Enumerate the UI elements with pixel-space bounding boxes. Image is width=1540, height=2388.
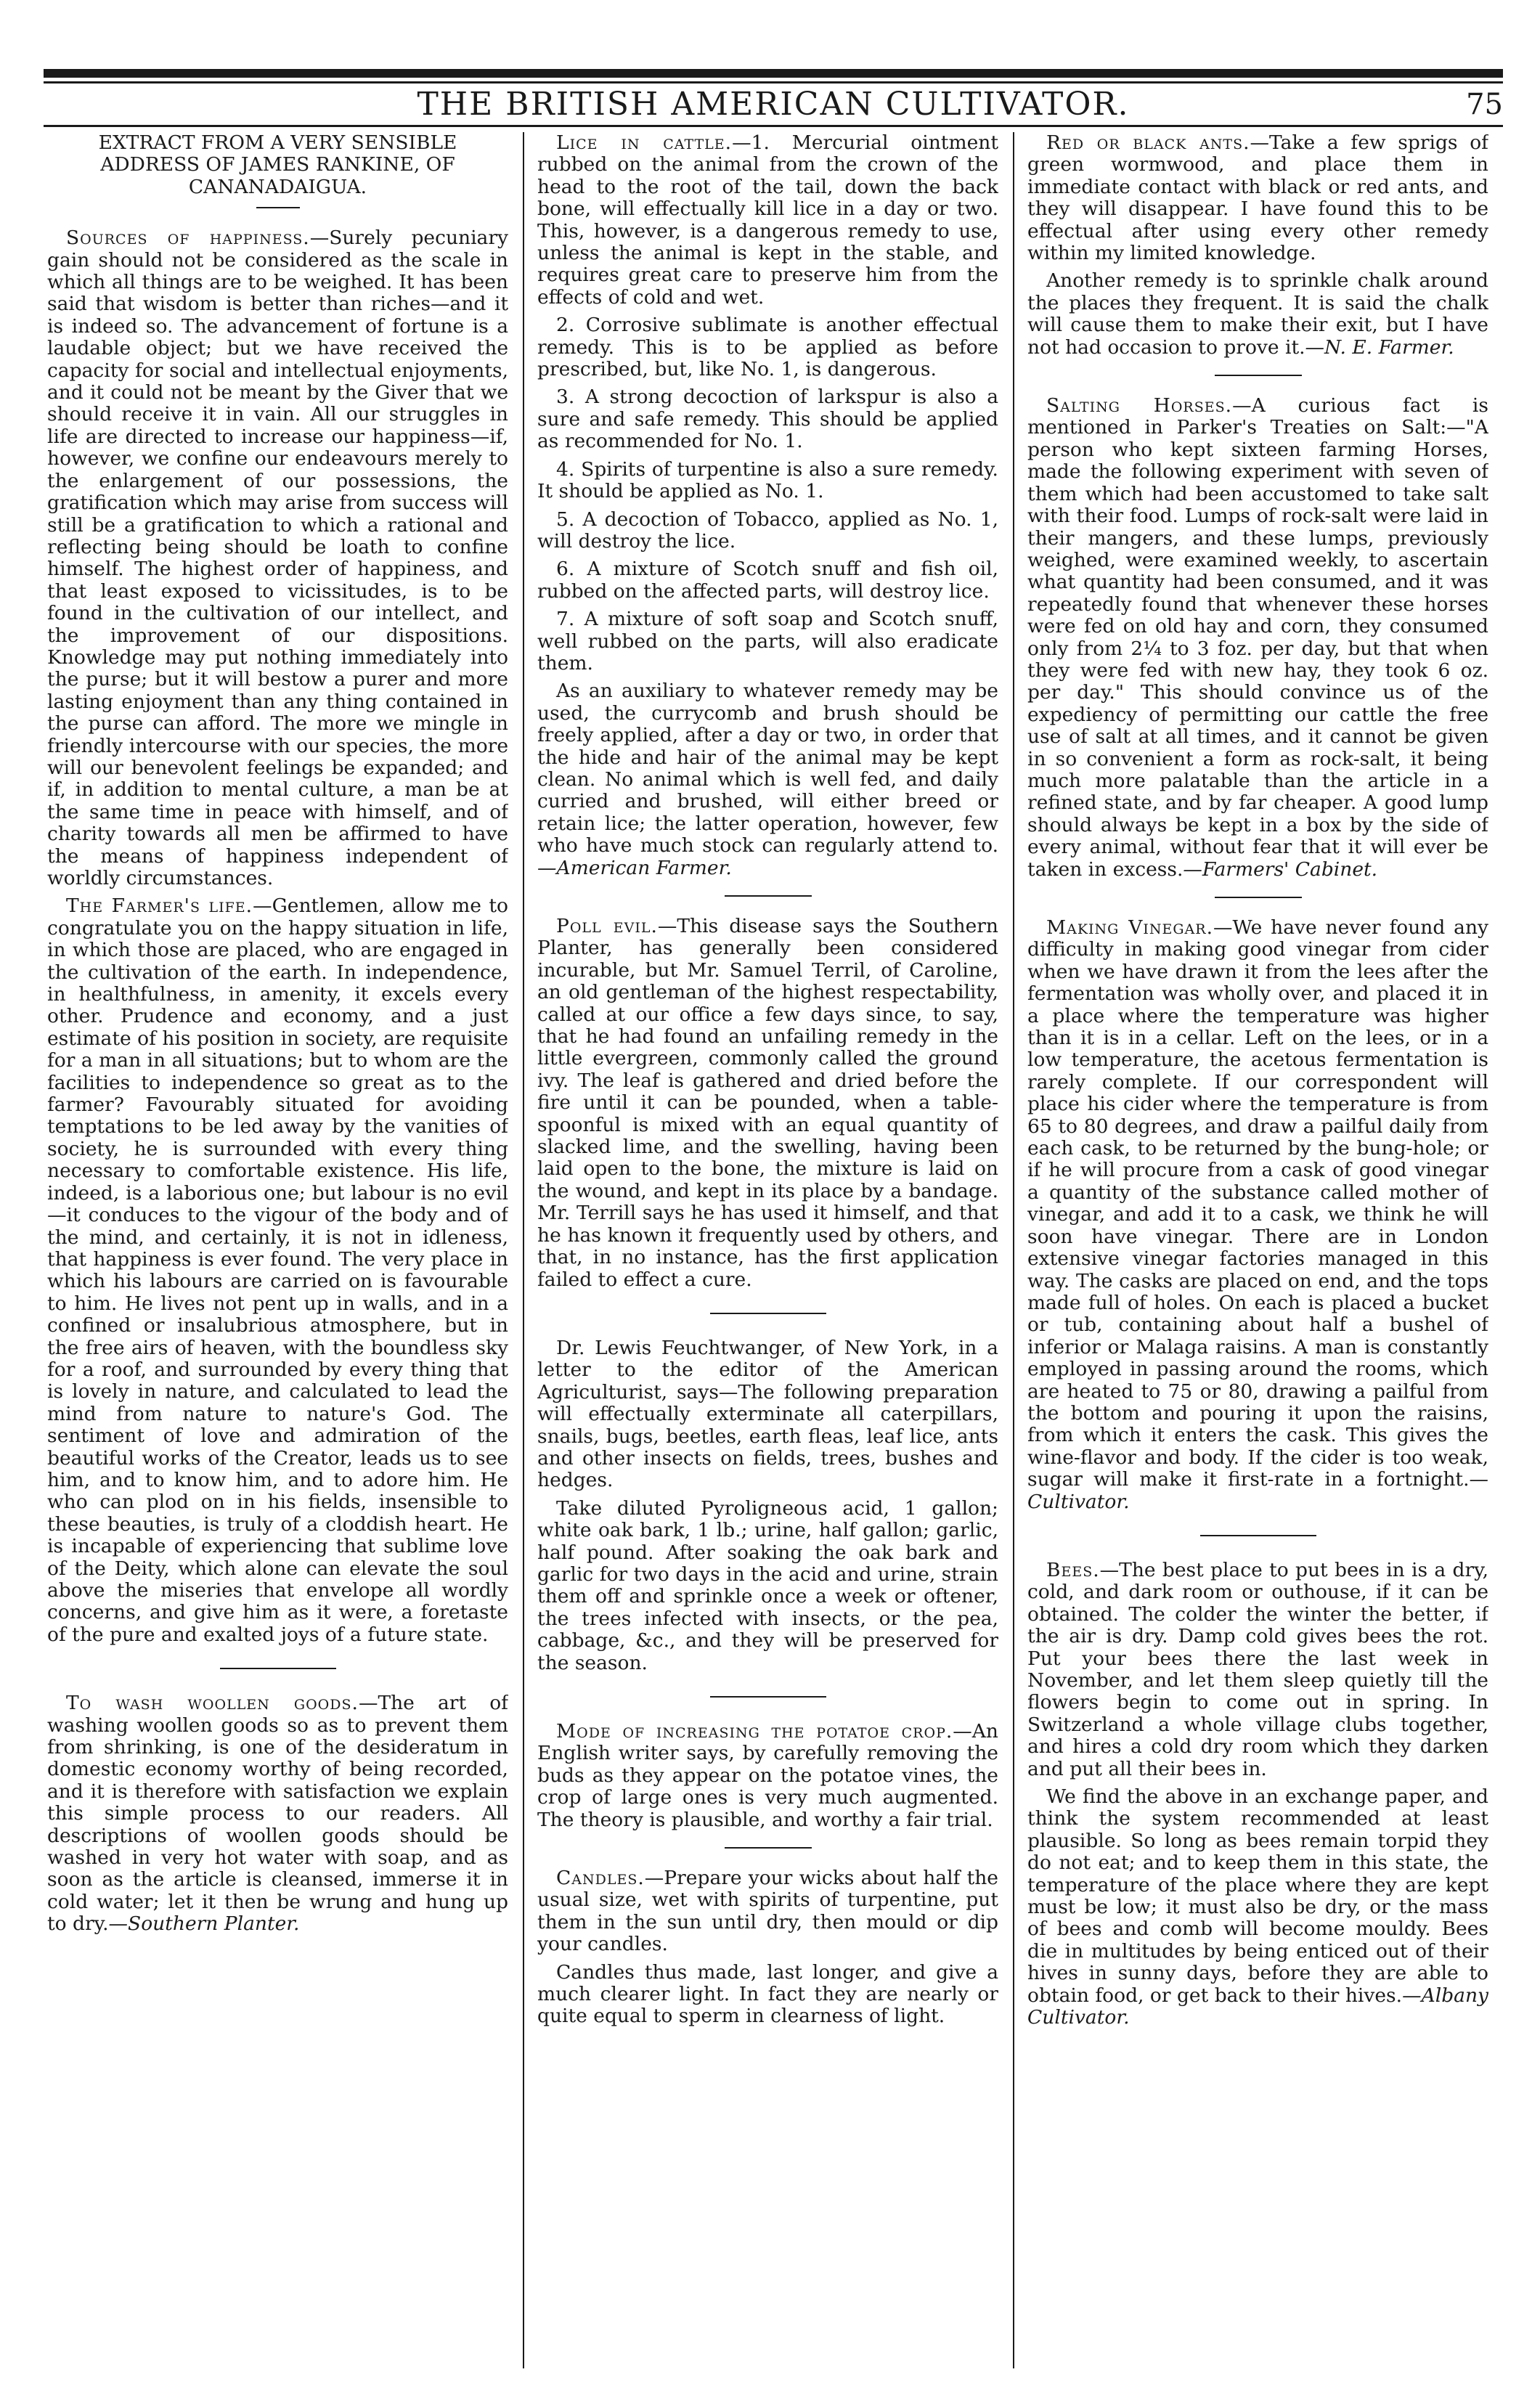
newspaper-title: THE BRITISH AMERICAN CULTIVATOR. bbox=[417, 86, 1130, 123]
article-wash-woollen bbox=[47, 1692, 508, 1935]
lice-remedy-5: 5. A decoction of Tobacco, applied as No. 1, will destroy the lice. bbox=[537, 508, 998, 553]
article-title-poll-evil: Poll evil. bbox=[556, 915, 658, 937]
article-title-happiness: Sources of happiness. bbox=[66, 227, 310, 250]
article-title-salting-horses: Salting Horses. bbox=[1046, 394, 1233, 417]
column-2 bbox=[537, 132, 998, 2368]
article-body-potato: —An English writer says, by carefully removing the buds as they appear on the potatoe vines, the crop of large ones is very much augmented. The theory is plausible, and worthy a fair trial. bbox=[537, 1720, 998, 1831]
lice-remedy-6: 6. A mixture of Scotch snuff and fish oil, rubbed on the affected parts, will destroy lice. bbox=[537, 558, 998, 603]
article-body-salting-horses: —A curious fact is mentioned in Parker's Treaties on Salt:—"A person who kept sixteen farming Horses, made the following experiment with seven of them which had been accustomed to take salt with their food. Lumps of rock-salt were laid in their mangers, and these lumps, previously weighed, were examined weekly, to ascertain what quantity had been consumed, and it was repeatedly found that whenever these horses were fed on old hay and corn, they consumed only from 2¼ to 3 foz. per day, but that when they were fed with new hay, they took 6 oz. per day." This should convince us of the expediency of permitting our cattle the free use of salt at all times, and it cannot be given in so convenient a form as rock-salt, it being much more palatable than the article in a refined state, and by far cheaper. A good lump should always be kept in a box by the side of every animal, without fear that it will ever be taken in excess. bbox=[1027, 394, 1488, 881]
header-rule bbox=[44, 125, 1503, 127]
article-feuchtwanger-recipe: Take diluted Pyroligneous acid, 1 gallon; white oak bark, 1 lb.; urine, half gallon; garlic, half pound. After soaking the oak bark and garlic for two days in the acid and urine, strain them off and sprinkle once a week or oftener, the trees infected with insects, or the pea, cabbage, &c., and they will be preserved for the season. bbox=[537, 1496, 998, 1674]
top-thin-rule bbox=[44, 81, 1503, 83]
lice-remedy-1: —1. Mercurial ointment rubbed on the animal from the crown of the head to the root of the tail, down the back bone, will effectually kill lice in a day or two. This, however, is a dangerous remedy to use, unless the animal is kept in the stable, and requires great care to preserve him from the effects of cold and wet. bbox=[537, 132, 998, 309]
lice-remedy-4: 4. Spirits of turpentine is also a sure remedy. It should be applied as No. 1. bbox=[537, 457, 998, 503]
lice-remedy-2: 2. Corrosive sublimate is another effectual remedy. This is to be applied as before prescribed, but, like No. 1, is dangerous. bbox=[537, 314, 998, 381]
article-source-ants: —N. E. Farmer. bbox=[1305, 335, 1454, 359]
article-candles bbox=[537, 1867, 998, 1956]
top-double-rule bbox=[44, 69, 1503, 78]
article-source-lice: —American Farmer. bbox=[537, 856, 732, 879]
article-lice-cattle bbox=[537, 132, 998, 309]
article-ants-cont bbox=[1027, 270, 1488, 359]
article-body-vinegar: —We have never found any difficulty in making good vinegar from cider when we have drawn it from the lees after the fermentation was wholly over, and placed it in a place where the temperature was higher than it is in a cellar. Left on the lees, or in a low temperature, the acetous fermentation is rarely complete. If our correspondent will place his cider where the temperature is from 65 to 80 degrees, and draw a pailful daily from each cask, to be returned by the bung-hole; or if he will procure from a cask of good vinegar a quantity of the substance called mother of vinegar, and add it to a cask, we think he will soon have vinegar. There are in London extensive vinegar factories managed in this way. The casks are placed on end, and the tops made full of holes. On each is placed a bucket or tub, containing about half a bushel of inferior or Malaga raisins. A man is constantly employed in passing around the rooms, which are heated to 75 or 80, drawing a pailful from the bottom and pouring it upon the raisins, from which it enters the cask. This gives the wine-flavor and body. If the cider is too weak, sugar will make it first-rate in a fortnight. bbox=[1027, 916, 1488, 1491]
article-title-bees: Bees. bbox=[1046, 1558, 1100, 1581]
section-separator bbox=[1215, 897, 1302, 898]
column-divider-1 bbox=[523, 132, 524, 2368]
lice-auxiliary-text: As an auxiliary to whatever remedy may be used, the currycomb and brush should be freely applied, after a day or two, in order that the hide and hair of the animal may be kept clean. No animal which is well fed, and daily curried and brushed, will either breed or retain lice; the latter operation, however, few who have much stock can regularly attend to. bbox=[537, 680, 998, 857]
article-body-poll-evil: —This disease says the Southern Planter, has generally been considered incurable, but Mr. Samuel Terril, of Caroline, an old gentleman of the highest respectability, called at our office a few days since, to say, that he had found an unfailing remedy in the little evergreen, commonly called the ground ivy. The leaf is gathered and dried before the fire until it can be pounded, when a table-spoonful is mixed with an equal quantity of slacked lime, and the swelling, having been laid open to the bone, the mixture is laid on the wound, and kept in its place by a bandage. Mr. Terrill says he has used it himself, and that he has known it frequently used by others, and that, in no instance, has the first application failed to effect a cure. bbox=[537, 915, 998, 1291]
article-candles-cont: Candles thus made, last longer, and give a much clearer light. In fact they are nearly or quite equal to sperm in clearness of light. bbox=[537, 1960, 998, 2028]
article-title-wash-woollen: To wash woollen goods. bbox=[66, 1692, 359, 1715]
article-title-ants: Red or black ants. bbox=[1046, 132, 1250, 154]
article-title-candles: Candles. bbox=[556, 1867, 645, 1890]
section-separator bbox=[220, 1668, 336, 1669]
lice-remedy-3: 3. A strong decoction of larkspur is also a sure and safe remedy. This should be applied as recommended for No. 1. bbox=[537, 386, 998, 453]
article-title-lice: Lice in cattle. bbox=[556, 132, 733, 154]
article-bees-cont bbox=[1027, 1786, 1488, 2029]
page-header bbox=[44, 86, 1503, 123]
section-separator bbox=[1215, 375, 1302, 376]
article-ants bbox=[1027, 132, 1488, 264]
article-source-bees: —Albany Cultivator. bbox=[1027, 1984, 1488, 2029]
article-body-ants-2: Another remedy is to sprinkle chalk around the places they frequent. It is said the chalk will cause them to make their exit, but I have not had occasion to prove it. bbox=[1027, 269, 1488, 359]
section-separator bbox=[725, 895, 812, 897]
article-potato-crop bbox=[537, 1721, 998, 1831]
article-title-farmers-life: The Farmer's life. bbox=[66, 895, 253, 918]
article-title-vinegar: Making Vinegar. bbox=[1046, 916, 1213, 939]
article-title-potato: Mode of increasing the potatoe crop. bbox=[556, 1720, 953, 1743]
section-separator bbox=[1200, 1535, 1316, 1536]
article-salting-horses bbox=[1027, 395, 1488, 881]
section-separator bbox=[725, 1847, 812, 1849]
article-body-farmers-life: —Gentlemen, allow me to congratulate you on the happy situation in life, in which those are placed, who are engaged in the cultivation of the earth. In independence, in healthfulness, in amenity, it excels every other. Prudence and economy, and a just estimate of his position in society, are requisite for a man in all situations; but to whom are the facilities to independence so great as to the farmer? Favourably situated for avoiding temptations to be led away by the vanities of society, he is surrounded with every thing necessary to comfortable existence. His life, indeed, is a laborious one; but labour is no evil—it conduces to the vigour of the body and of the mind, and certainly, it is not in idleness, that happiness is ever found. The very place in which his labours are carried on is favourable to him. He lives not pent up in walls, and in a confined or insalubrious atmosphere, but in the free airs of heaven, with the boundless sky for a roof, and surrounded by every thing that is lovely in nature, and calculated to lead the mind from nature to nature's God. The sentiment of love and admiration of the beautiful works of the Creator, leads us to see him, and to know him, and to adore him. He who can plod on in his fields, insensible to these beauties, is truly of a cloddish heart. He is incapable of experiencing that sublime love of the Deity, which alone can elevate the soul above the miseries that envelope all wordly concerns, and give him as it were, a foretaste of the pure and exalted joys of a future state. bbox=[47, 895, 508, 1646]
column-1 bbox=[47, 132, 508, 2368]
article-source-wash-woollen: —Southern Planter. bbox=[108, 1912, 300, 1936]
article-body-ants: —Take a few sprigs of green wormwood, and place them in immediate contact with black or red ants, and they will disappear. I have found this to be effectual after using every other remedy within my limited knowledge. bbox=[1027, 132, 1488, 265]
article-body-bees: —The best place to put bees in is a dry, cold, and dark room or outhouse, if it can be obtained. The colder the winter the better, if the air is dry. Damp cold gives bees the rot. Put your bees there the last week in November, and let them sleep quietly till the flowers begin to come out in spring. In Switzerland a whole village clubs together, and hires a cold dry room which they darken and put all their bees in. bbox=[1027, 1558, 1488, 1780]
article-source-vinegar: —Cultivator. bbox=[1027, 1468, 1488, 1513]
section-separator bbox=[710, 1696, 826, 1698]
column-divider-2 bbox=[1013, 132, 1014, 2368]
article-body-happiness: —Surely pecuniary gain should not be considered as the scale in which all things are to be weighed. It has been said that wisdom is better than riches—and it is indeed so. The advancement of fortune is a laudable object; but we have received the capacity for social and intellectual enjoyments, and it could not be meant by the Giver that we should receive it in vain. All our struggles in life are directed to increase our happiness—if, however, we confine our endeavours merely to the enlargement of our possessions, the gratification which may arise from success will still be a gratification to which a rational and reflecting being should be loath to confine himself. The highest order of happiness, and that least exposed to vicissitudes, is to be found in the cultivation of our intellect, and the improvement of our dispositions. Knowledge may put nothing immediately into the purse; but it will bestow a purer and more lasting enjoyment than any thing contained in the purse can afford. The more we mingle in friendly intercourse with our species, the more will our benevolent feelings be expanded; and if, in addition to mental culture, a man be at the same time in peace with himself, and of charity towards all men be affirmed to have the means of happiness independent of worldly circumstances. bbox=[47, 227, 508, 889]
article-farmers-life bbox=[47, 895, 508, 1646]
section-separator bbox=[256, 207, 300, 208]
article-source-salting-horses: —Farmers' Cabinet. bbox=[1183, 857, 1378, 881]
article-feuchtwanger-letter: Dr. Lewis Feuchtwanger, of New York, in a letter to the editor of the American Agriculturist, says—The following preparation will effectually exterminate all caterpillars, snails, bugs, beetles, earth fleas, leaf lice, ants and other insects on fields, trees, bushes and hedges. bbox=[537, 1336, 998, 1492]
section-separator bbox=[710, 1313, 826, 1314]
page-number: 75 bbox=[1466, 88, 1503, 121]
article-body-wash-woollen: —The art of washing woollen goods so as to prevent them from shrinking, is one of the desideratum in domestic economy worthy of being recorded, and it is therefore with satisfaction we explain this simple process to our readers. All descriptions of woollen goods should be washed in very hot water with soap, and as soon as the article is cleansed, immerse it in cold water; let it then be wrung and hung up to dry. bbox=[47, 1692, 508, 1936]
extract-heading: EXTRACT FROM A VERY SENSIBLE ADDRESS OF JAMES RANKINE, OF CANANADAIGUA. bbox=[98, 132, 457, 198]
lice-remedy-7: 7. A mixture of soft soap and Scotch snuff, well rubbed on the parts, will also eradicate them. bbox=[537, 608, 998, 675]
article-body-candles: —Prepare your wicks about half the usual size, wet with spirits of turpentine, put them in the sun until dry, then mould or dip your candles. bbox=[537, 1867, 998, 1956]
article-bees bbox=[1027, 1560, 1488, 1780]
column-3 bbox=[1027, 132, 1488, 2368]
article-poll-evil bbox=[537, 916, 998, 1291]
article-happiness bbox=[47, 227, 508, 889]
lice-auxiliary bbox=[537, 680, 998, 879]
article-body-bees-2: We find the above in an exchange paper, and think the system recommended at least plausible. So long as bees remain torpid they do not eat; and to keep them in this state, the temperature of the place where they are kept must be low; it must also be dry, or the mass of bees and comb will become mouldy. Bees die in multitudes by being enticed out of their hives in sunny days, before they are able to obtain food, or get back to their hives. bbox=[1027, 1785, 1488, 2007]
article-vinegar bbox=[1027, 917, 1488, 1513]
